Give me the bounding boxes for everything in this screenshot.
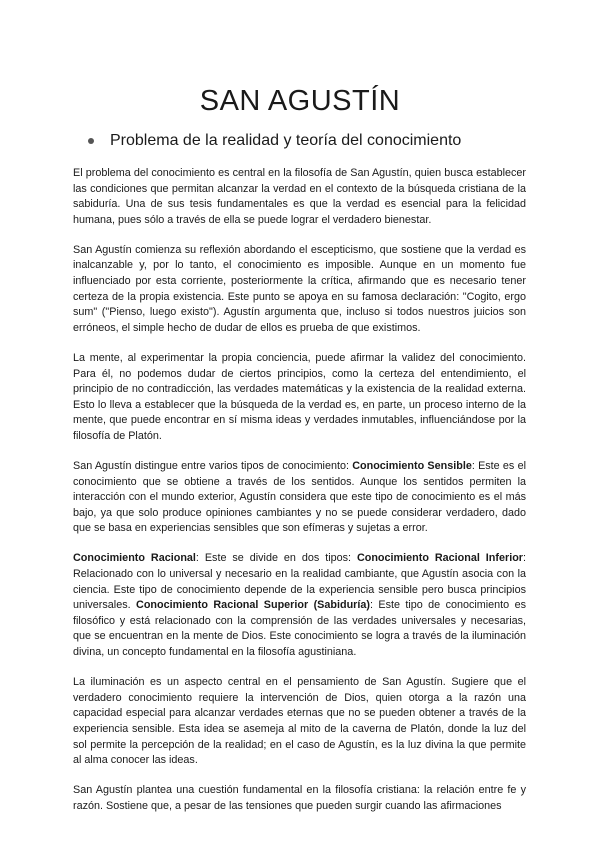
term-racional: Conocimiento Racional <box>73 552 196 565</box>
term-racional-inferior: Conocimiento Racional Inferior <box>356 552 523 565</box>
paragraph-mind: La mente, al experimentar la propia conciencia, puede afirmar la validez del conocimiento. Para él, no podemos dudar de ciertos principios, como la certeza del entendimiento, el principio de no contradicción, las verdades matemáticas y la existencia de la realidad externa. Esto lo lleva a establecer que la búsqueda de la verdad es, en parte, un proceso interno de la mente, que puede encontrar en sí misma ideas y verdades inmutables, influenciándose por la filosofía de Platón. <box>73 351 526 442</box>
paragraph-scepticism: San Agustín comienza su reflexión abordando el escepticismo, que sostiene que la verdad es inalcanzable y, por lo tanto, el conocimiento es imposible. Aunque en un momento fue influenciado por esta corriente, posteriormente la crítica, afirmando que es necesario tener certeza de la propia existencia. Este punto se apoya en su famosa declaración: "Cogito, ergo sum" ("Pienso, luego existo"). Agustín argumenta que, incluso si todos nuestros juicios son erróneos, el simple hecho de dudar de ellos es prueba de que existimos. <box>73 243 526 334</box>
paragraph-illumination: La iluminación es un aspecto central en el pensamiento de San Agustín. Sugiere que el verdadero conocimiento requiere la intervención de Dios, quien otorga a la razón una capacidad especial para alcanzar verdades eternas que no se pueden obtener a través de la experiencia sensible. Esta idea se asemeja al mito de la caverna de Platón, donde la luz del sol permite la percepción de la realidad; en el caso de Agustín, es la luz divina la que permite al alma conocer las ideas. <box>73 676 526 767</box>
paragraph-faith-reason: San Agustín plantea una cuestión fundamental en la filosofía cristiana: la relación entre fe y razón. Sostiene que, a pesar de las tensiones que pueden surgir cuando las afirmaciones <box>73 784 526 812</box>
bullet-icon <box>88 138 94 144</box>
text-segment: : Este tipo de conocimiento es filosófico y está relacionado con la comprensión de las verdades universales y necesarias, que se encuentran en la mente de Dios. Este conocimiento se logra a través de la iluminación divina, un concepto fundamental en la filosofía agustiniana. <box>73 599 526 659</box>
paragraph-rational <box>73 551 526 660</box>
section-heading <box>88 130 461 152</box>
term-racional-superior: Conocimiento Racional Superior (Sabiduría) <box>136 599 370 612</box>
paragraph-knowledge-types <box>73 459 526 537</box>
text-segment: : Relacionado con lo universal y necesario en la realidad cambiante, que Agustín asocia con la ciencia. Este tipo de conocimiento depende de la experiencia sensible pero busca principios universales. <box>73 552 526 612</box>
text-segment: : Este se divide en dos tipos: <box>195 552 357 565</box>
text-segment: San Agustín distingue entre varios tipos de conocimiento: <box>73 460 353 472</box>
text-segment: : Este es el conocimiento que se obtiene a través de los sentidos. Aunque los sentidos permiten la interacción con el mundo exterior, Agustín considera que este tipo de conocimiento es el más bajo, ya que solo produce opiniones cambiantes y no se puede considerar verdadero, dado que se basa en experiencias sensibles que son efímeras y sujetas a error. <box>73 460 526 535</box>
page-title: SAN AGUSTÍN <box>199 85 401 117</box>
paragraph-intro: El problema del conocimiento es central en la filosofía de San Agustín, quien busca establecer las condiciones que permitan alcanzar la verdad en el contexto de la búsqueda cristiana de la sabiduría. Una de sus tesis fundamentales es que la verdad es esencial para la felicidad humana, pues sólo a través de ella se puede lograr el verdadero bienestar. <box>73 167 526 226</box>
document-body <box>73 166 526 829</box>
term-sensible: Conocimiento Sensible <box>352 460 472 472</box>
section-heading-text: Problema de la realidad y teoría del conocimiento <box>110 132 462 149</box>
